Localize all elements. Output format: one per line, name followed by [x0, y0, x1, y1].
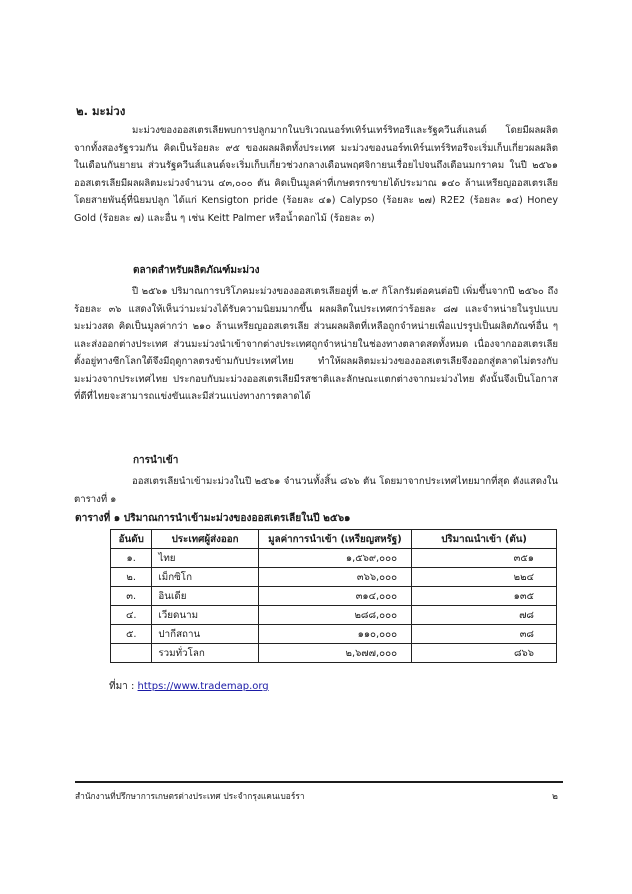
source-label: ที่มา :: [109, 681, 135, 692]
table-total-row: [111, 644, 557, 663]
cell-quantity: ๑๓๕: [412, 587, 557, 606]
header-quantity: ปริมาณนำเข้า (ตัน): [412, 530, 557, 549]
import-table: [110, 529, 557, 663]
table-header-row: [111, 530, 557, 549]
cell-value: ๓๖๖,๐๐๐: [258, 568, 411, 587]
subheading-market: ตลาดสำหรับผลิตภัณฑ์มะม่วง: [133, 265, 260, 276]
header-value: มูลค่าการนำเข้า (เหรียญสหรัฐ): [258, 530, 411, 549]
table-row: [111, 549, 557, 568]
paragraph-import: ออสเตรเลียนำเข้ามะม่วงในปี ๒๕๖๑ จำนวนทั้งสิ้น ๘๖๖ ตัน โดยมาจากประเทศไทยมากที่สุด ดังแสดงในตารางที่ ๑: [74, 476, 558, 505]
footer-office: สำนักงานที่ปรึกษาการเกษตรต่างประเทศ ประจำกรุงแคนเบอร์รา: [75, 791, 305, 801]
source-note: [109, 679, 269, 694]
page-number: ๒: [552, 792, 558, 802]
cell-total-quantity: ๘๖๖: [412, 644, 557, 663]
subheading-import: การนำเข้า: [133, 455, 179, 466]
cell-quantity: ๗๘: [412, 606, 557, 625]
cell-rank: ๕.: [111, 625, 152, 644]
table-row: [111, 625, 557, 644]
cell-quantity: ๒๒๔: [412, 568, 557, 587]
cell-rank: ๑.: [111, 549, 152, 568]
source-link[interactable]: https://www.trademap.org: [137, 681, 269, 692]
cell-total-value: ๒,๖๗๗,๐๐๐: [258, 644, 411, 663]
cell-country: เม็กซิโก: [152, 568, 258, 587]
cell-country: ปากีสถาน: [152, 625, 258, 644]
footer-divider: [75, 781, 563, 783]
table-row: [111, 606, 557, 625]
header-rank: อันดับ: [111, 530, 152, 549]
cell-total-label: รวมทั่วโลก: [152, 644, 258, 663]
cell-country: ไทย: [152, 549, 258, 568]
cell-rank: ๒.: [111, 568, 152, 587]
cell-value: ๒๘๘,๐๐๐: [258, 606, 411, 625]
cell-value: ๑๑๐,๐๐๐: [258, 625, 411, 644]
table-row: [111, 587, 557, 606]
cell-quantity: ๓๘: [412, 625, 557, 644]
table-caption: ตารางที่ ๑ ปริมาณการนำเข้ามะม่วงของออสเตรเลียในปี ๒๕๖๑: [75, 513, 351, 524]
paragraph-overview: มะม่วงของออสเตรเลียพบการปลูกมากในบริเวณนอร์ทเทิร์นเทร์ริทอรีและรัฐควีนส์แลนด์ โดยมีผลผลิตจากทั้งสองรัฐรวมกัน คิดเป็นร้อยละ ๙๕ ของผลผลิตทั้งประเทศ มะม่วงของนอร์ทเทิร์นเทร์ริทอรีจะเริ่มเก็บเกี่ยวผลผลิตในเดือนกันยายน ส่วนรัฐควีนส์แลนด์จะเริ่มเก็บเกี่ยวช่วงกลางเดือนพฤศจิกายนเรื่อยไปจนถึงเดือนมกราคม ในปี ๒๕๖๑ ออสเตรเลียมีผลผลิตมะม่วงจำนวน ๔๓,๐๐๐ ตัน คิดเป็นมูลค่าที่เกษตรกรขายได้ประมาณ ๑๔๐ ล้านเหรียญออสเตรเลีย โดยสายพันธุ์ที่นิยมปลูก ได้แก่ Kensigton pride (ร้อยละ ๔๑) Calypso (ร้อยละ ๒๗) R2E2 (ร้อยละ ๑๔) Honey Gold (ร้อยละ ๗) และอื่น ๆ เช่น Keitt Palmer หรือน้ำดอกไม้ (ร้อยละ ๓): [74, 125, 558, 224]
cell-empty: [111, 644, 152, 663]
header-country: ประเทศผู้ส่งออก: [152, 530, 258, 549]
section-heading: ๒. มะม่วง: [76, 104, 126, 118]
cell-value: ๓๑๔,๐๐๐: [258, 587, 411, 606]
cell-quantity: ๓๕๑: [412, 549, 557, 568]
cell-value: ๑,๕๖๙,๐๐๐: [258, 549, 411, 568]
cell-rank: ๓.: [111, 587, 152, 606]
cell-country: เวียดนาม: [152, 606, 258, 625]
paragraph-market: ปี ๒๕๖๑ ปริมาณการบริโภคมะม่วงของออสเตรเลียอยู่ที่ ๒.๙ กิโลกรัมต่อคนต่อปี เพิ่มขึ้นจากปี ๒๕๖๐ ถึงร้อยละ ๓๖ แสดงให้เห็นว่ามะม่วงได้รับความนิยมมากขึ้น ผลผลิตในประเทศกว่าร้อยละ ๘๗ และจำหน่ายในรูปแบบมะม่วงสด คิดเป็นมูลค่ากว่า ๒๑๐ ล้านเหรียญออสเตรเลีย ส่วนผลผลิตที่เหลือถูกจำหน่ายเพื่อแปรรูปเป็นผลิตภัณฑ์อื่น ๆ และส่งออกต่างประเทศ ส่วนมะม่วงนำเข้าจากต่างประเทศถูกจำหน่ายในช่องทางตลาดสดทั้งหมด เนื่องจากออสเตรเลียตั้งอยู่ทางซีกโลกใต้จึงมีฤดูกาลตรงข้ามกับประเทศไทย ทำให้ผลผลิตมะม่วงของออสเตรเลียจึงออกสู่ตลาดไม่ตรงกับมะม่วงจากประเทศไทย ประกอบกับมะม่วงออสเตรเลียมีรสชาติและลักษณะแตกต่างจากมะม่วงไทย ดังนั้นจึงเป็นโอกาสที่ดีที่ไทยจะสามารถแข่งขันและมีส่วนแบ่งทางการตลาดได้: [74, 286, 558, 402]
cell-rank: ๔.: [111, 606, 152, 625]
cell-country: อินเดีย: [152, 587, 258, 606]
table-row: [111, 568, 557, 587]
